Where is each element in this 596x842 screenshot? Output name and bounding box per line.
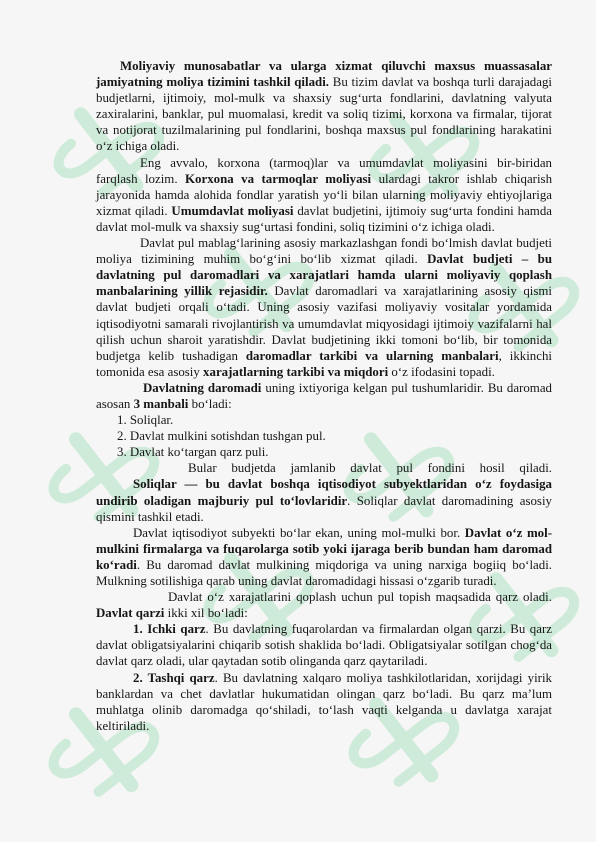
paragraph-budget-fund bbox=[96, 460, 552, 476]
body-text: bo‘ladi: bbox=[188, 396, 232, 411]
bold-text: 3 manbali bbox=[133, 396, 189, 411]
text-body bbox=[96, 58, 552, 734]
bold-text: Moliyaviy munosabatlar va ularga xizmat qiluvchi maxsus muassasalar jamiyatning moliya tizimini tashkil qiladi. bbox=[96, 59, 552, 90]
bold-text: 2. Tashqi qarz bbox=[133, 670, 215, 685]
list-item: 3. Davlat ko‘targan qarz puli. bbox=[117, 445, 269, 460]
bold-text: Davlat o‘z mol-mulkini firmalarga va fuqarolarga sotib yoki ijaraga berib bundan ham daromad ko‘radi bbox=[96, 525, 553, 572]
body-text: Davlat pul mablag‘larining asosiy markazlashgan fondi bo‘lmish davlat budjeti moliya tizimining muhim bo‘g‘ini bo‘lib xizmat qiladi. bbox=[96, 236, 552, 267]
body-text: . Bu daromad davlat mulkining miqdoriga va uning narxiga bogiiq bo‘ladi. Mulkning sotilishiga qarab uning davlat daromadidagi hissasi o‘zgarib turadi. bbox=[96, 557, 552, 588]
body-text: ikki xil bo‘ladi: bbox=[164, 606, 248, 621]
bold-text: Davlatning daromadi bbox=[143, 380, 262, 395]
bold-text: 1. Ichki qarz bbox=[133, 622, 206, 637]
paragraph-enterprise-finance bbox=[96, 155, 552, 235]
list-item: 1. Soliqlar. bbox=[117, 413, 174, 428]
bold-text: Umumdavlat moliyasi bbox=[171, 203, 294, 218]
bold-text: Soliqlar — bu davlat boshqa iqtisodiyot subyektlaridan o‘z foydasiga undirib oladigan majburiy pul to‘lovlaridir bbox=[96, 477, 552, 508]
bold-text: Davlat budjeti – bu davlatning pul daromadlari va xarajatlari hamda ularni moliyaviy qoplash manbalarining yillik rejasidir. bbox=[96, 252, 552, 299]
paragraph-taxes bbox=[96, 476, 552, 524]
body-text: . Bu davlatning xalqaro moliya tashkilotlaridan, xorijdagi yirik banklardan va chet davlatlar hukumatidan olingan qarz bo‘ladi. Bu qarz ma’lum muhlatga olinib daromadga qo‘shiladi, to‘lash vaqti kelganda u davlatga xarajat keltiriladi. bbox=[96, 670, 552, 733]
income-sources-list bbox=[96, 412, 552, 460]
paragraph-external-debt bbox=[96, 670, 552, 734]
body-text: Davlat daromadlari va xarajatlarining asosiy qismi davlat budjeti orqali o‘tadi. Uning asosiy vazifasi moliyaviy vositalar yordamida iqtisodiyotni samarali rivojlantirish va umumdavlat miqyosidagi ijtimoiy vazifalarni hal qilish uchun sharoit yaratishdir. Davlat budjetining ikki tomoni bo‘lib, bir tomonida budjetga kelib tushadigan bbox=[96, 284, 552, 363]
bold-text: Davlat qarzi bbox=[96, 606, 165, 621]
bold-text: Korxona va tarmoqlar moliyasi bbox=[185, 171, 372, 186]
body-text: ulardagi takror ishlab chiqarish jarayonida hamda alohida fondlar yaratish yo‘li bilan ularning moliyaviy ehtiyojlariga xizmat qiladi. bbox=[96, 171, 553, 218]
body-text: o‘z ifodasini topadi. bbox=[388, 364, 495, 379]
body-text: Bular budjetda jamlanib davlat pul fondini hosil qiladi. bbox=[188, 461, 552, 476]
paragraph-financial-system bbox=[96, 58, 552, 155]
body-text: . Soliqlar davlat daromadining asosiy qismini tashkil etadi. bbox=[96, 493, 552, 524]
body-text: Davlat o‘z xarajatlarini qoplash uchun pul topish maqsadida qarz oladi. bbox=[168, 590, 552, 605]
body-text: Davlat iqtisodiyot subyekti bo‘lar ekan, uning mol-mulki bor. bbox=[133, 525, 465, 540]
body-text: Eng avvalo, korxona (tarmoq)lar va umumdavlat moliyasini bir-biridan farqlash lozim. bbox=[96, 155, 552, 186]
paragraph-state-debt bbox=[96, 589, 552, 621]
paragraph-state-income bbox=[96, 380, 552, 412]
body-text: davlat budjetini, ijtimoiy sug‘urta fondini hamda davlat mol-mulk va shaxsiy sug‘urtasi fondini, soliq tizimini o‘z ichiga oladi. bbox=[96, 203, 552, 234]
paragraph-state-property bbox=[96, 525, 552, 589]
paragraph-state-budget bbox=[96, 235, 552, 380]
bold-text: daromadlar tarkibi va ularning manbalari bbox=[245, 348, 499, 363]
body-text: , ikkinchi tomonida esa asosiy bbox=[96, 348, 552, 379]
body-text: Bu tizim davlat va boshqa turli darajadagi budjetlarni, ijtimoiy, mol-mulk va shaxsiy sug‘urta fondlarini, davlatning valyuta zaxiralarini, banklar, pul muomalasi, kredit va soliq tizimi, korxona va firmalar, tijorat va notijorat tuzilmalarining pul fondlarini, boshqa maxsus pul fondlarining harakatini o‘z ichiga oladi. bbox=[96, 75, 552, 154]
body-text: uning ixtiyoriga kelgan pul tushumlaridir. Bu daromad asosan bbox=[96, 380, 552, 411]
bold-text: xarajatlarning tarkibi va miqdori bbox=[203, 364, 389, 379]
paragraph-internal-debt bbox=[96, 621, 552, 669]
body-text: . Bu davlatning fuqarolardan va firmalardan olgan qarzi. Bu qarz davlat obligatsiyalarini chiqarib sotish shaklida bo‘ladi. Obligatsiyalar sotilgan chog‘da davlat qarz oladi, ular qaytadan sotib olinganda qarz qaytariladi. bbox=[96, 622, 552, 669]
list-item: 2. Davlat mulkini sotishdan tushgan pul. bbox=[117, 429, 326, 444]
